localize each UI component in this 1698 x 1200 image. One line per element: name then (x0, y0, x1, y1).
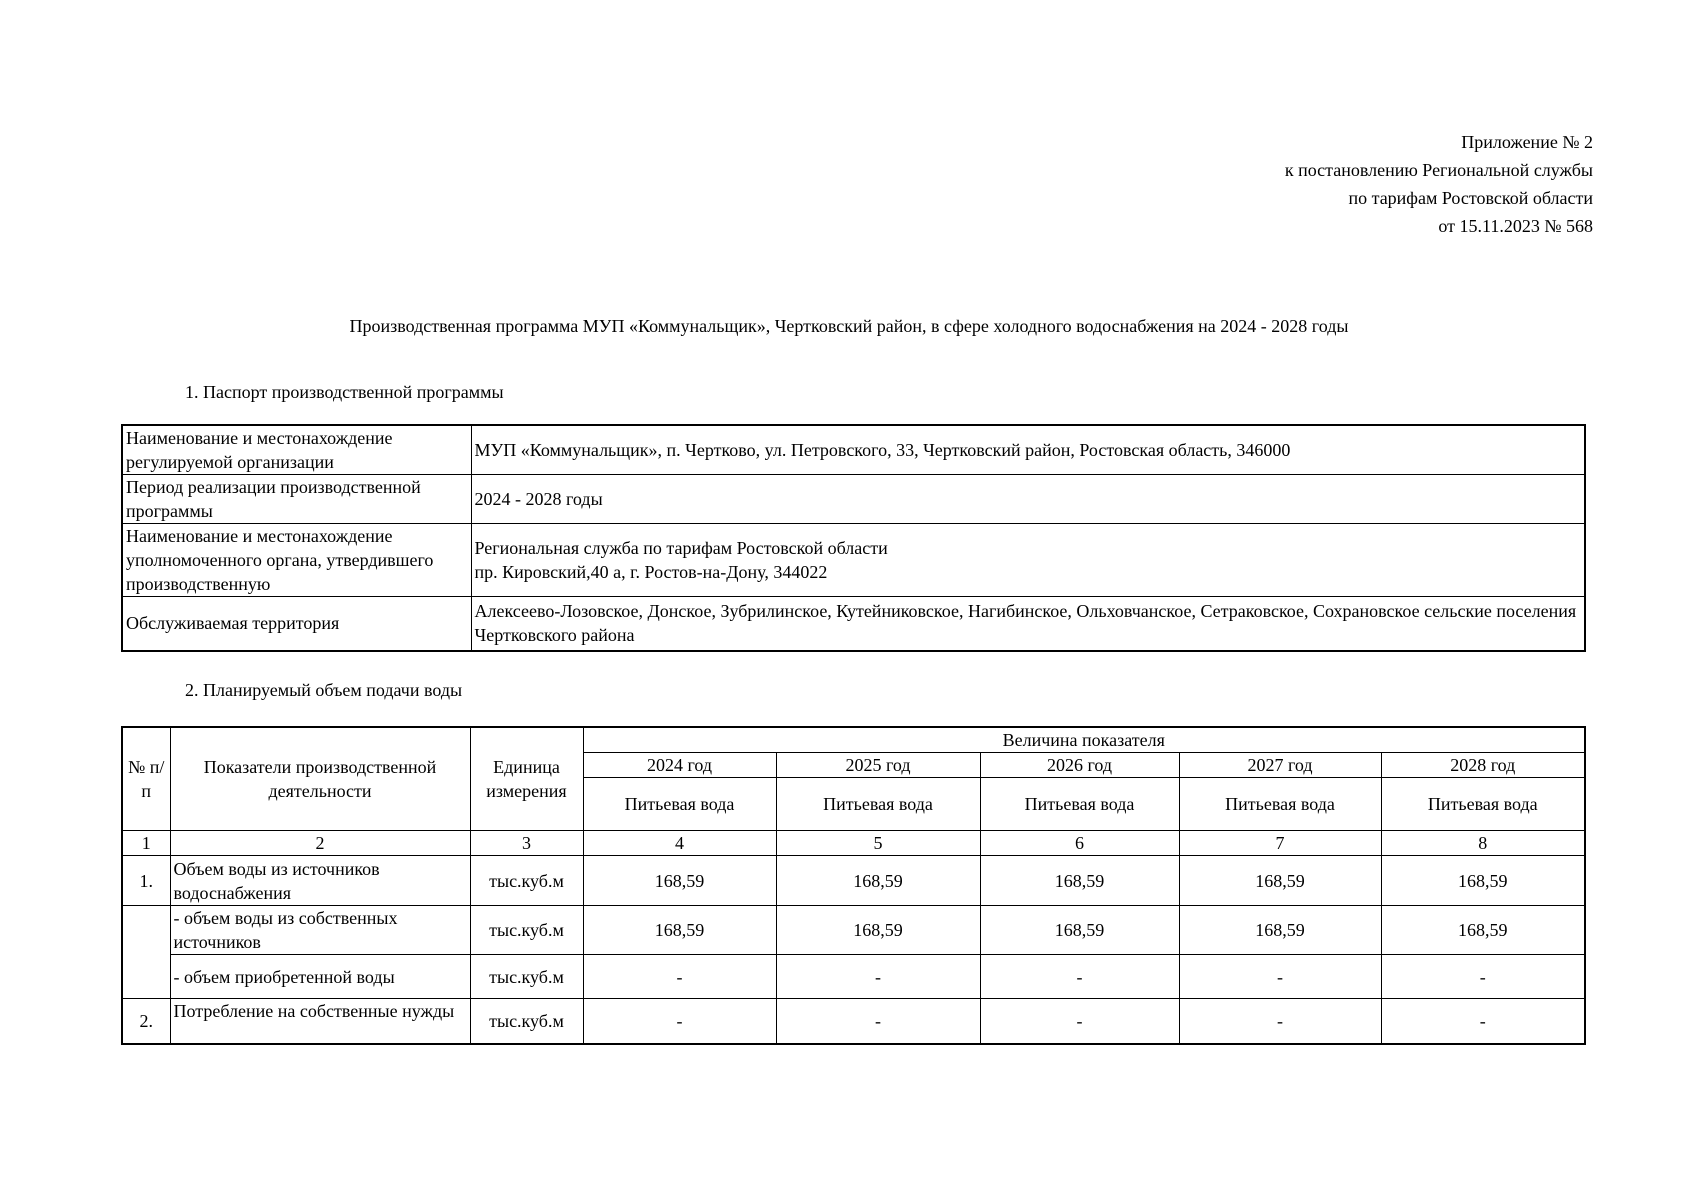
row-value: - (776, 955, 980, 999)
row-value: 168,59 (980, 906, 1179, 955)
row-indicator: Потребление на собственные нужды (170, 999, 470, 1045)
column-number: 6 (980, 831, 1179, 856)
passport-table (121, 424, 1586, 652)
row-num (122, 906, 170, 999)
document-title: Производственная программа МУП «Коммунальщик», Чертковский район, в сфере холодного водоснабжения на 2024 - 2028 годы (349, 316, 1349, 336)
table-row (122, 999, 1585, 1045)
row-value: - (1179, 955, 1381, 999)
row-unit: тыс.куб.м (470, 906, 583, 955)
header-year: 2027 год (1179, 753, 1381, 778)
column-number: 1 (122, 831, 170, 856)
row-value: - (776, 999, 980, 1045)
appendix-line: к постановлению Региональной службы (1284, 160, 1593, 180)
row-value: - (1179, 999, 1381, 1045)
header-water-type: Питьевая вода (776, 778, 980, 831)
row-value: 168,59 (583, 906, 776, 955)
column-number: 3 (470, 831, 583, 856)
table-row (122, 597, 1585, 651)
column-number: 7 (1179, 831, 1381, 856)
header-year: 2026 год (980, 753, 1179, 778)
header-indicator: Показатели производственной деятельности (170, 727, 470, 831)
table-row (122, 955, 1585, 999)
appendix-block (1285, 128, 1593, 240)
row-unit: тыс.куб.м (470, 999, 583, 1045)
passport-label: Наименование и местонахождение уполномоченного органа, утвердившего производственную (122, 524, 471, 597)
row-num: 1. (122, 856, 170, 906)
appendix-line: от 15.11.2023 № 568 (1438, 216, 1593, 236)
passport-value-line: пр. Кировский,40 а, г. Ростов-на-Дону, 344022 (474, 562, 828, 582)
row-value: - (583, 999, 776, 1045)
row-value: - (583, 955, 776, 999)
table-row (122, 856, 1585, 906)
appendix-line: Приложение № 2 (1461, 132, 1593, 152)
table-row (122, 906, 1585, 955)
header-water-type: Питьевая вода (583, 778, 776, 831)
column-number: 8 (1381, 831, 1585, 856)
passport-label: Обслуживаемая территория (122, 597, 471, 651)
row-indicator: Объем воды из источников водоснабжения (170, 856, 470, 906)
header-value-group: Величина показателя (583, 727, 1585, 753)
table-row (122, 425, 1585, 475)
row-value: 168,59 (980, 856, 1179, 906)
column-number: 2 (170, 831, 470, 856)
column-number: 5 (776, 831, 980, 856)
header-water-type: Питьевая вода (1179, 778, 1381, 831)
header-unit: Единица измерения (470, 727, 583, 831)
header-water-type: Питьевая вода (980, 778, 1179, 831)
row-value: 168,59 (1179, 906, 1381, 955)
row-unit: тыс.куб.м (470, 955, 583, 999)
table-row (122, 475, 1585, 524)
row-num: 2. (122, 999, 170, 1045)
row-indicator: - объем приобретенной воды (170, 955, 470, 999)
row-value: 168,59 (776, 906, 980, 955)
appendix-line: по тарифам Ростовской области (1348, 188, 1593, 208)
row-value: 168,59 (1179, 856, 1381, 906)
row-value: - (980, 955, 1179, 999)
header-num: № п/п (122, 727, 170, 831)
row-value: 168,59 (1381, 906, 1585, 955)
header-water-type: Питьевая вода (1381, 778, 1585, 831)
header-year: 2024 год (583, 753, 776, 778)
passport-value (471, 524, 1585, 597)
row-value: - (1381, 999, 1585, 1045)
passport-value: 2024 - 2028 годы (471, 475, 1585, 524)
passport-value: Алексеево-Лозовское, Донское, Зубрилинское, Кутейниковское, Нагибинское, Ольховчанское, Сетраковское, Сохрановское сельские поселения Чертковского района (471, 597, 1585, 651)
row-unit: тыс.куб.м (470, 856, 583, 906)
passport-label: Наименование и местонахождение регулируемой организации (122, 425, 471, 475)
column-number-row (122, 831, 1585, 856)
table-row (122, 524, 1585, 597)
header-year: 2025 год (776, 753, 980, 778)
table-header-row (122, 727, 1585, 753)
passport-value: МУП «Коммунальщик», п. Чертково, ул. Петровского, 33, Чертковский район, Ростовская область, 346000 (471, 425, 1585, 475)
row-indicator: - объем воды из собственных источников (170, 906, 470, 955)
row-value: 168,59 (1381, 856, 1585, 906)
row-value: - (980, 999, 1179, 1045)
passport-label: Период реализации производственной программы (122, 475, 471, 524)
header-year: 2028 год (1381, 753, 1585, 778)
water-volume-table (121, 726, 1586, 1045)
row-value: 168,59 (776, 856, 980, 906)
row-value: - (1381, 955, 1585, 999)
row-value: 168,59 (583, 856, 776, 906)
column-number: 4 (583, 831, 776, 856)
section-heading-volume: 2. Планируемый объем подачи воды (185, 680, 463, 700)
passport-value-line: Региональная служба по тарифам Ростовской области (474, 538, 888, 558)
section-heading-passport: 1. Паспорт производственной программы (185, 382, 504, 402)
